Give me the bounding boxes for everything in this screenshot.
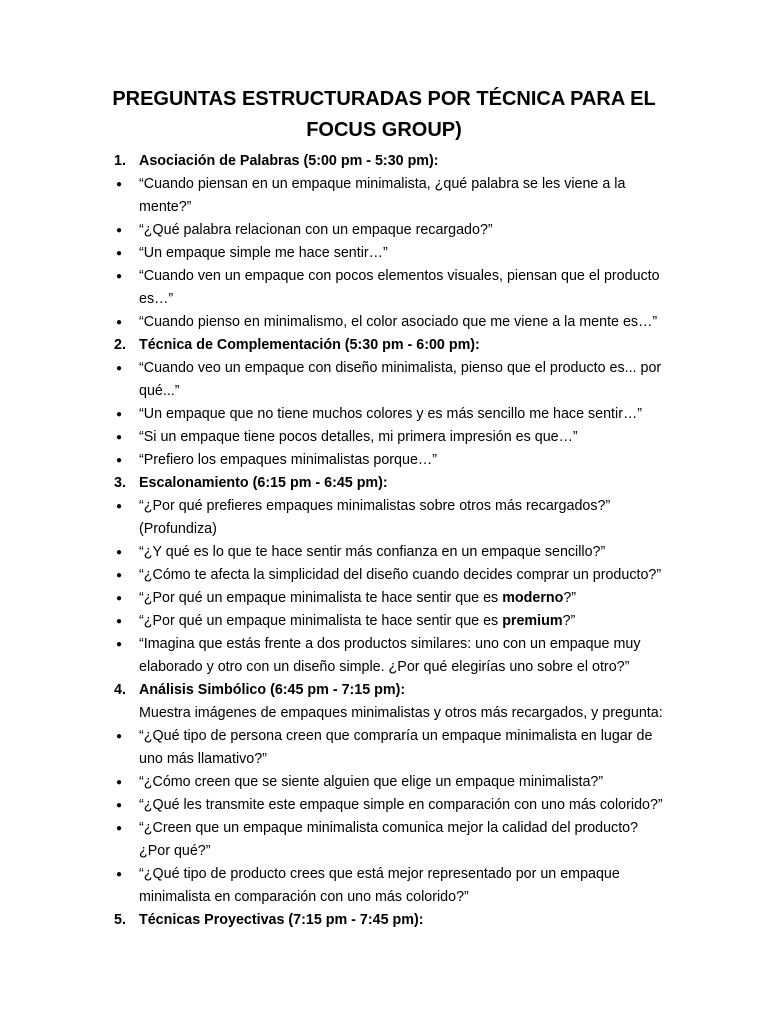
list-item xyxy=(0,564,669,587)
list-item xyxy=(0,242,669,265)
bullet-icon: ● xyxy=(116,869,123,880)
section-number: 2. xyxy=(114,337,126,353)
bullet-icon: ● xyxy=(116,639,123,650)
list-item-text: “Cuando veo un empaque con diseño minimalista, pienso que el producto es... por qué...” xyxy=(139,360,662,399)
list-item-text-before: “¿Por qué un empaque minimalista te hace sentir que es xyxy=(139,613,503,629)
section-number: 5. xyxy=(114,912,126,928)
section-heading xyxy=(0,679,669,702)
section-heading-text: Escalonamiento (6:15 pm - 6:45 pm): xyxy=(139,475,388,491)
list-item-text: “Cuando pienso en minimalismo, el color asociado que me viene a la mente es…” xyxy=(139,314,658,330)
list-item-text: “Un empaque simple me hace sentir…” xyxy=(139,245,388,261)
list-item-text: “Cuando piensan en un empaque minimalista, ¿qué palabra se les viene a la mente?” xyxy=(139,176,626,215)
emphasis-text: premium xyxy=(502,613,563,629)
list-item-text: “¿Cómo creen que se siente alguien que elige un empaque minimalista?” xyxy=(139,774,604,790)
list-item xyxy=(0,265,669,311)
list-item-text xyxy=(139,590,576,606)
list-item-text-after: ?” xyxy=(562,613,576,629)
list-item xyxy=(0,219,669,242)
list-item-text: “¿Creen que un empaque minimalista comunica mejor la calidad del producto? ¿Por qué?” xyxy=(139,820,639,859)
section-heading-text: Análisis Simbólico (6:45 pm - 7:15 pm): xyxy=(139,682,406,698)
page-title: PREGUNTAS ESTRUCTURADAS POR TÉCNICA PARA EL FOCUS GROUP) xyxy=(112,88,656,141)
section-intro: Muestra imágenes de empaques minimalistas y otros más recargados, y pregunta: xyxy=(139,705,663,721)
section-heading-text: Asociación de Palabras (5:00 pm - 5:30 pm): xyxy=(139,153,439,169)
list-item xyxy=(0,794,669,817)
list-item xyxy=(0,863,669,909)
list-item-text: “¿Qué les transmite este empaque simple en comparación con uno más colorido?” xyxy=(139,797,663,813)
section-heading-text: Técnicas Proyectivas (7:15 pm - 7:45 pm): xyxy=(139,912,424,928)
list-item xyxy=(0,495,669,541)
list-item-text: “¿Qué tipo de persona creen que compraría un empaque minimalista en lugar de uno más llamativo?” xyxy=(139,728,653,767)
bullet-icon: ● xyxy=(116,179,123,190)
section-heading-text: Técnica de Complementación (5:30 pm - 6:00 pm): xyxy=(139,337,480,353)
bullet-icon: ● xyxy=(116,225,123,236)
section-number: 4. xyxy=(114,682,126,698)
bullet-icon: ● xyxy=(116,547,123,558)
bullet-icon: ● xyxy=(116,317,123,328)
list-item xyxy=(0,173,669,219)
list-item xyxy=(0,449,669,472)
question-list xyxy=(0,150,768,932)
bullet-icon: ● xyxy=(116,455,123,466)
list-item xyxy=(0,610,669,633)
list-item-text: “Prefiero los empaques minimalistas porque…” xyxy=(139,452,437,468)
bullet-icon: ● xyxy=(116,823,123,834)
list-item-text xyxy=(139,613,575,629)
list-item-text: “Imagina que estás frente a dos productos similares: uno con un empaque muy elaborado y otro con un diseño simple. ¿Por qué elegirías uno sobre el otro?” xyxy=(139,636,641,675)
bullet-icon: ● xyxy=(116,570,123,581)
section-heading xyxy=(0,334,669,357)
list-item xyxy=(0,771,669,794)
list-item xyxy=(0,311,669,334)
list-item-text: “¿Qué tipo de producto crees que está mejor representado por un empaque minimalista en comparación con uno más colorido?” xyxy=(139,866,620,905)
list-item xyxy=(0,426,669,449)
list-item-text-after: ?” xyxy=(563,590,577,606)
list-item-text: “Un empaque que no tiene muchos colores y es más sencillo me hace sentir…” xyxy=(139,406,643,422)
emphasis-text: moderno xyxy=(502,590,564,606)
list-item xyxy=(0,357,669,403)
bullet-icon: ● xyxy=(116,363,123,374)
bullet-icon: ● xyxy=(116,616,123,627)
list-item xyxy=(0,725,669,771)
list-item-text: “Si un empaque tiene pocos detalles, mi primera impresión es que…” xyxy=(139,429,578,445)
section-heading xyxy=(0,150,669,173)
list-item-text-before: “¿Por qué un empaque minimalista te hace sentir que es xyxy=(139,590,503,606)
section-heading xyxy=(0,909,669,932)
section-number: 3. xyxy=(114,475,126,491)
bullet-icon: ● xyxy=(116,432,123,443)
list-item xyxy=(0,587,669,610)
list-item xyxy=(0,403,669,426)
list-item-text: “¿Y qué es lo que te hace sentir más confianza en un empaque sencillo?” xyxy=(139,544,606,560)
bullet-icon: ● xyxy=(116,271,123,282)
bullet-icon: ● xyxy=(116,501,123,512)
bullet-icon: ● xyxy=(116,777,123,788)
bullet-icon: ● xyxy=(116,731,123,742)
list-item xyxy=(0,817,669,863)
list-item-text: “¿Cómo te afecta la simplicidad del diseño cuando decides comprar un producto?” xyxy=(139,567,662,583)
list-item-text: “¿Qué palabra relacionan con un empaque recargado?” xyxy=(139,222,493,238)
list-item-text: “¿Por qué prefieres empaques minimalistas sobre otros más recargados?” (Profundiza) xyxy=(139,498,611,537)
list-item xyxy=(0,541,669,564)
section-heading xyxy=(0,472,669,495)
bullet-icon: ● xyxy=(116,248,123,259)
bullet-icon: ● xyxy=(116,593,123,604)
list-item xyxy=(0,633,669,679)
bullet-icon: ● xyxy=(116,800,123,811)
list-item-text: “Cuando ven un empaque con pocos elementos visuales, piensan que el producto es…” xyxy=(139,268,660,307)
bullet-icon: ● xyxy=(116,409,123,420)
section-number: 1. xyxy=(114,153,126,169)
